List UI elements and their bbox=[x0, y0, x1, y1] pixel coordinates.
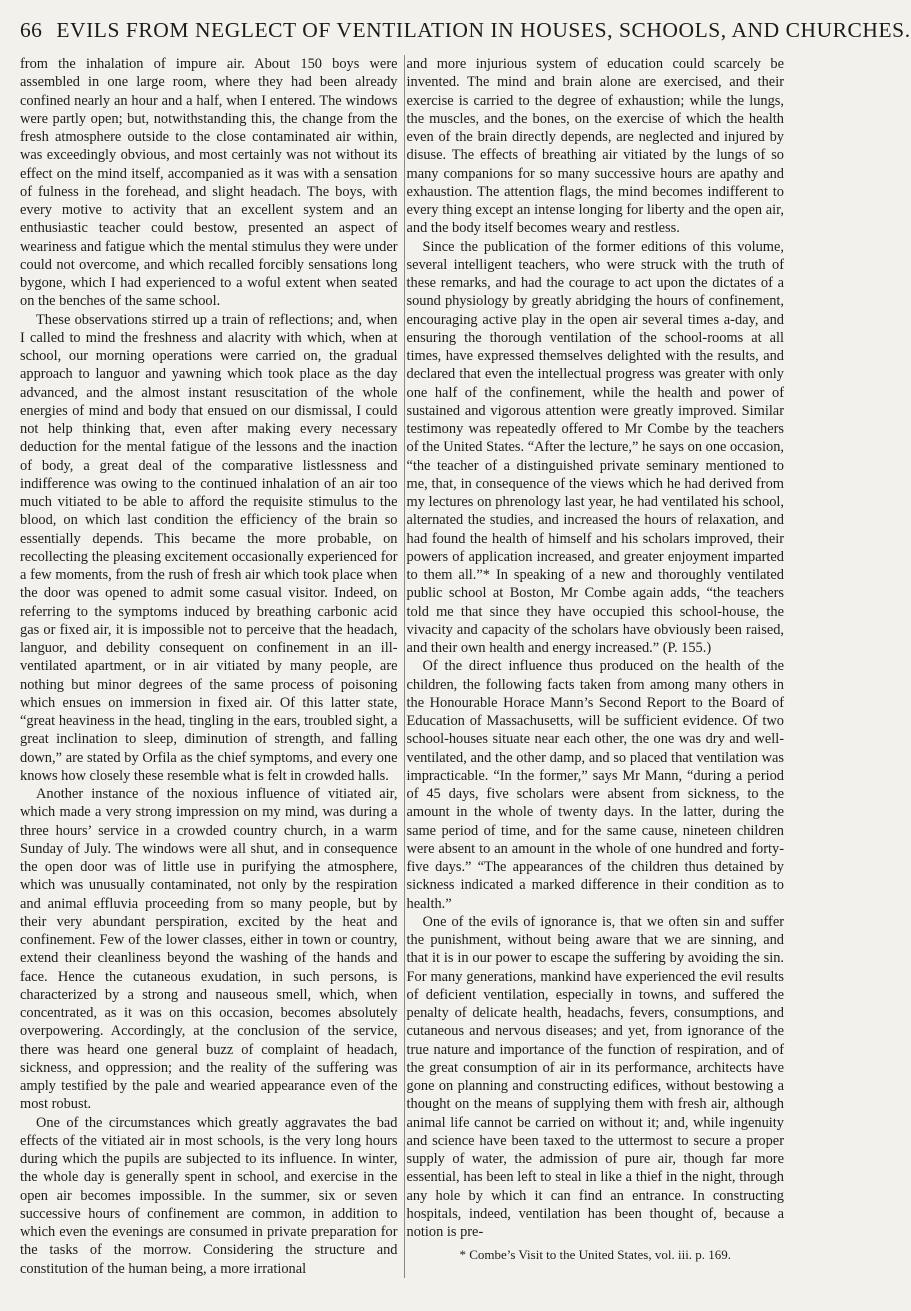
right-paragraph-3: Of the direct influence thus produced on the health of the children, the following facts taken from among many others in the Honourable Horace Mann’s Second Report to the Board of Education of Massachusetts, will be sufficient evidence. Of two school-houses situate near each other, the one was dry and well-ventilated, and the other damp, and so placed that ventilation was impracticable. “In the former,” says Mr Mann, “during a period of 45 days, five scholars were absent from sickness, to the amount in the whole of twenty days. In the latter, during the same period of time, and for the same cause, nineteen children were absent to an amount in the whole of one hundred and forty-five days.” “The appearances of the children thus detained by sickness indicated a marked difference in their condition as to health.” bbox=[406, 658, 784, 912]
text-columns bbox=[20, 55, 784, 1278]
left-paragraph-2: These observations stirred up a train of reflections; and, when I called to mind the freshness and alacrity with which, when at school, our morning operations were carried on, the gradual approach to languor and yawning which took place as the day advanced, and the almost instant resuscitation of the whole energies of mind and body that ensued on our dismissal, I could not help thinking that, even after making every necessary deduction for the mental fatigue of the lessons and the inaction of body, a great deal of the comparative listlessness and indifference was owing to the continued inhalation of an air too much vitiated to be able to afford the requisite stimulus to the blood, on which last condition the efficiency of the brain so essentially depends. This became the more probable, on recollecting the pleasing excitement occasionally experienced for a few moments, from the rush of fresh air which took place when the door was opened to admit some casual visitor. Indeed, on referring to the symptoms induced by breathing carbonic acid gas or fixed air, it is impossible not to perceive that the headach, languor, and debility consequent on confinement in an ill-ventilated apartment, or in air vitiated by many people, are nothing but minor degrees of the same process of poisoning which ensues on immersion in fixed air. Of this latter state, “great heaviness in the head, tingling in the ears, troubled sight, a great inclination to sleep, diminution of strength, and falling down,” are stated by Orfila as the chief symptoms, and every one knows how closely these resemble what is felt in crowded halls. bbox=[20, 311, 398, 784]
right-column bbox=[405, 55, 785, 1278]
running-title: EVILS FROM NEGLECT OF VENTILATION IN HOUSES, SCHOOLS, AND CHURCHES. bbox=[56, 18, 911, 42]
left-column bbox=[20, 55, 405, 1278]
left-paragraph-3: Another instance of the noxious influence of vitiated air, which made a very strong impression on my mind, was during a three hours’ service in a crowded country church, in a warm Sunday of July. The windows were all shut, and in consequence the open door was of little use in purifying the atmosphere, which was unusually contaminated, not only by the respiration and animal effluvia proceeding from so many people, but by their very abundant perspiration, excited by the heat and confinement. Few of the lower classes, either in town or country, extend their cleanliness beyond the washing of the hands and face. Hence the cutaneous exudation, in such persons, is characterized by a strong and nauseous smell, which, when concentrated, as it was on this occasion, becomes absolutely overpowering. Accordingly, at the conclusion of the service, there was heard one general buzz of complaint of headach, sickness, and oppression; and the reality of the suffering was amply testified by the pale and wearied appearance even of the most robust. bbox=[20, 786, 398, 1113]
right-paragraph-4: One of the evils of ignorance is, that we often sin and suffer the punishment, without being aware that we are sinning, and that it is in our power to escape the suffering by avoiding the sin. For many generations, mankind have experienced the evil results of deficient ventilation, especially in towns, and suffered the penalty of delicate health, headachs, fevers, consumptions, and cutaneous and nervous diseases; and yet, from ignorance of the true nature and importance of the function of respiration, and of the great consumption of air in its performance, architects have gone on planning and constructing edifices, without bestowing a thought on the means of supplying them with fresh air, although animal life cannot be carried on without it; and, while ingenuity and science have been taxed to the uttermost to secure a proper supply of water, the admission of pure air, though far more essential, has been left to steal in like a thief in the night, through any hole by which it can find an entrance. In constructing hospitals, indeed, ventilation has been thought of, because a notion is pre- bbox=[406, 913, 784, 1240]
running-head bbox=[20, 18, 911, 54]
footnote: * Combe’s Visit to the United States, vol. iii. p. 169. bbox=[459, 1247, 732, 1263]
right-paragraph-1: and more injurious system of education could scarcely be invented. The mind and brain alone are exercised, and their exercise is carried to the degree of exhaustion; while the lungs, the muscles, and the bones, on the exercise of which the health even of the brain directly depends, are neglected and injured by disuse. The effects of breathing air vitiated by the lungs of so many companions for so many successive hours are apathy and exhaustion. The attention flags, the mind becomes indifferent to every thing except an intense longing for liberty and the open air, and the body itself becomes weary and restless. bbox=[406, 56, 784, 237]
left-paragraph-1: from the inhalation of impure air. About 150 boys were assembled in one large room, where they had been already confined nearly an hour and a half, when I entered. The windows were partly open; but, notwithstanding this, the change from the fresh atmosphere outside to the close contaminated air within, was exceedingly obvious, and most certainly was not without its effect on the mind itself, accompanied as it was with a sensation of fulness in the forehead, and slight headach. The boys, with every motive to activity that an excellent system and an enthusiastic teacher could bestow, presented an aspect of weariness and fatigue which the mental stimulus they were under could not overcome, and which recalled forcibly sensations long bygone, which I had experienced to a woful extent when seated on the benches of the same school. bbox=[20, 56, 398, 310]
right-paragraph-2: Since the publication of the former editions of this volume, several intelligent teachers, who were struck with the truth of these remarks, and had the courage to act upon the dictates of a sound physiology by greatly abridging the hours of confinement, encouraging active play in the open air several times a-day, and ensuring the thorough ventilation of the school-rooms at all times, have expressed themselves delighted with the results, and declared that even the intellectual progress was greater with only one half of the confinement, while the health and power of sustained and vigorous attention were greatly improved. Similar testimony was repeatedly offered to Mr Combe by the teachers of the United States. “After the lecture,” he says on one occasion, “the teacher of a distinguished private seminary mentioned to me, that, in consequence of the views which he had derived from my lectures on phrenology last year, he had ventilated his school, alternated the studies, and increased the hours of relaxation, and had found the health of himself and his scholars improved, their powers of application increased, and greater enjoyment imparted to them all.”* In speaking of a new and thoroughly ventilated public school at Boston, Mr Combe again adds, “the teachers told me that since they have occupied this school-house, the vivacity and capacity of the scholars have obviously been raised, and their own health and energy increased.” (P. 155.) bbox=[406, 238, 784, 656]
left-paragraph-4: One of the circumstances which greatly aggravates the bad effects of the vitiated air in most schools, is the very long hours during which the pupils are subjected to its influence. In winter, the whole day is generally spent in school, and exercise in the open air becomes impossible. In the summer, six or seven successive hours of confinement are common, in addition to which even the evenings are consumed in private preparation for the tasks of the morrow. Considering the structure and constitution of the human being, a more irrational bbox=[20, 1114, 398, 1277]
page-number: 66 bbox=[20, 18, 43, 42]
